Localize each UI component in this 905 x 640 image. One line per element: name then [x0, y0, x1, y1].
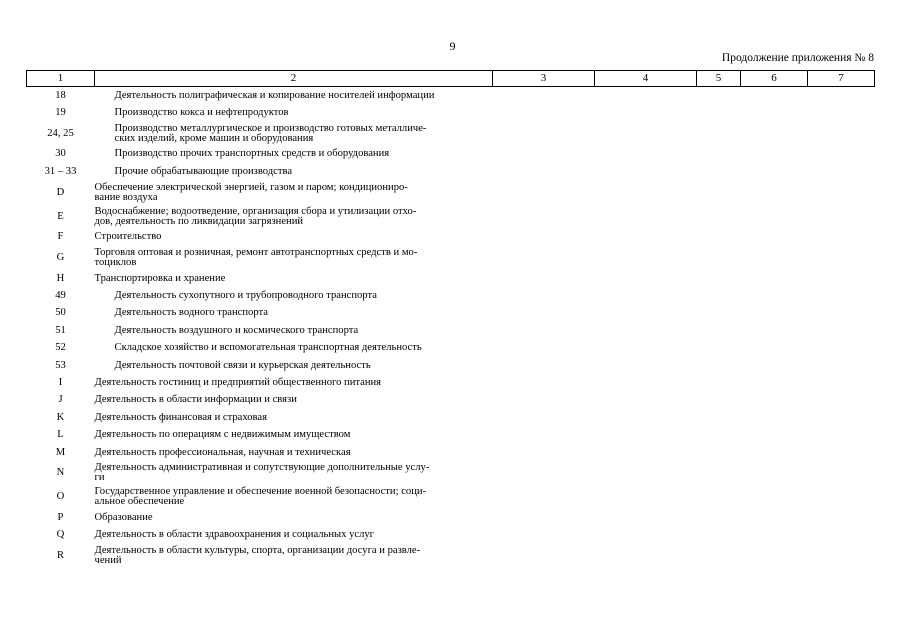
- activity-code: L: [57, 429, 64, 441]
- activity-name: Производство кокса и нефтепродуктов: [114, 107, 289, 119]
- empty-cell-col-4: [595, 287, 697, 304]
- empty-cell-col-4: [595, 122, 697, 146]
- empty-cell-col-5: [697, 270, 741, 287]
- empty-cell-col-3: [493, 87, 595, 105]
- empty-cell-col-3: [493, 163, 595, 180]
- activity-code: 19: [55, 107, 66, 119]
- empty-cell-col-5: [697, 444, 741, 461]
- empty-cell-col-7: [808, 305, 875, 322]
- empty-cell-col-7: [808, 146, 875, 163]
- empty-cell-col-5: [697, 426, 741, 443]
- empty-cell-col-7: [808, 357, 875, 374]
- table-row: [27, 527, 875, 544]
- empty-cell-col-6: [741, 287, 808, 304]
- table-row: [27, 305, 875, 322]
- empty-cell-col-7: [808, 426, 875, 443]
- activity-table: [26, 70, 875, 568]
- empty-cell-col-5: [697, 104, 741, 121]
- empty-cell-col-3: [493, 205, 595, 229]
- activity-name: Обеспечение электрической энергией, газом и паром; кондициониро- вание воздуха: [94, 181, 408, 203]
- empty-cell-col-4: [595, 426, 697, 443]
- activity-code: G: [56, 251, 65, 263]
- empty-cell-col-5: [697, 322, 741, 339]
- empty-cell-col-6: [741, 485, 808, 509]
- empty-cell-col-4: [595, 485, 697, 509]
- empty-cell-col-5: [697, 87, 741, 105]
- appendix-continuation-label: Продолжение приложения № 8: [721, 52, 874, 64]
- table-row: [27, 246, 875, 270]
- empty-cell-col-5: [697, 340, 741, 357]
- table-row: [27, 340, 875, 357]
- column-header-2: 2: [95, 71, 493, 87]
- empty-cell-col-4: [595, 146, 697, 163]
- activity-code: N: [56, 467, 65, 479]
- table-row: [27, 374, 875, 391]
- empty-cell-col-7: [808, 509, 875, 526]
- table-row: [27, 287, 875, 304]
- empty-cell-col-5: [697, 163, 741, 180]
- empty-cell-col-6: [741, 87, 808, 105]
- table-row: [27, 426, 875, 443]
- empty-cell-col-3: [493, 544, 595, 568]
- empty-cell-col-6: [741, 205, 808, 229]
- empty-cell-col-3: [493, 122, 595, 146]
- empty-cell-col-6: [741, 426, 808, 443]
- empty-cell-col-7: [808, 409, 875, 426]
- empty-cell-col-7: [808, 392, 875, 409]
- activity-code: 31 – 33: [44, 165, 77, 177]
- empty-cell-col-5: [697, 544, 741, 568]
- table-row: [27, 87, 875, 105]
- activity-code: F: [57, 231, 64, 243]
- empty-cell-col-3: [493, 322, 595, 339]
- empty-cell-col-5: [697, 461, 741, 485]
- empty-cell-col-3: [493, 409, 595, 426]
- empty-cell-col-7: [808, 205, 875, 229]
- activity-name: Деятельность воздушного и космического транспорта: [114, 324, 359, 336]
- table-row: [27, 229, 875, 246]
- empty-cell-col-7: [808, 163, 875, 180]
- empty-cell-col-4: [595, 444, 697, 461]
- table-row: [27, 122, 875, 146]
- empty-cell-col-5: [697, 409, 741, 426]
- empty-cell-col-7: [808, 374, 875, 391]
- activity-code: 49: [55, 290, 66, 302]
- table-row: [27, 181, 875, 205]
- empty-cell-col-4: [595, 305, 697, 322]
- empty-cell-col-4: [595, 322, 697, 339]
- empty-cell-col-3: [493, 270, 595, 287]
- activity-name: Деятельность финансовая и страховая: [94, 411, 267, 423]
- empty-cell-col-5: [697, 374, 741, 391]
- activity-name: Водоснабжение; водоотведение, организация сбора и утилизации отхо- дов, деятельность по ликвидации загрязнений: [94, 205, 417, 227]
- activity-name: Государственное управление и обеспечение военной безопасности; соци- альное обеспечение: [94, 486, 427, 508]
- empty-cell-col-6: [741, 270, 808, 287]
- empty-cell-col-6: [741, 444, 808, 461]
- empty-cell-col-5: [697, 527, 741, 544]
- empty-cell-col-7: [808, 104, 875, 121]
- activity-code: P: [57, 511, 64, 523]
- empty-cell-col-7: [808, 461, 875, 485]
- activity-name: Строительство: [94, 231, 162, 243]
- activity-code: 51: [55, 324, 66, 336]
- activity-name: Деятельность полиграфическая и копирование носителей информации: [114, 89, 435, 101]
- empty-cell-col-7: [808, 444, 875, 461]
- table-row: [27, 544, 875, 568]
- empty-cell-col-4: [595, 270, 697, 287]
- empty-cell-col-6: [741, 122, 808, 146]
- empty-cell-col-4: [595, 357, 697, 374]
- empty-cell-col-3: [493, 509, 595, 526]
- table-row: [27, 163, 875, 180]
- table-row: [27, 509, 875, 526]
- empty-cell-col-7: [808, 122, 875, 146]
- table-row: [27, 444, 875, 461]
- empty-cell-col-4: [595, 544, 697, 568]
- empty-cell-col-7: [808, 287, 875, 304]
- empty-cell-col-5: [697, 229, 741, 246]
- empty-cell-col-6: [741, 340, 808, 357]
- page-number: 9: [449, 39, 456, 53]
- activity-name: Транспортировка и хранение: [94, 272, 226, 284]
- activity-code: J: [58, 394, 63, 406]
- empty-cell-col-6: [741, 305, 808, 322]
- table-row: [27, 485, 875, 509]
- empty-cell-col-4: [595, 87, 697, 105]
- empty-cell-col-3: [493, 527, 595, 544]
- activity-name: Деятельность по операциям с недвижимым имуществом: [94, 429, 351, 441]
- empty-cell-col-6: [741, 357, 808, 374]
- activity-name: Деятельность почтовой связи и курьерская деятельность: [114, 359, 371, 371]
- activity-name: Деятельность сухопутного и трубопроводного транспорта: [114, 290, 377, 302]
- empty-cell-col-5: [697, 485, 741, 509]
- empty-cell-col-6: [741, 409, 808, 426]
- activity-code: O: [56, 491, 65, 503]
- activity-name: Деятельность административная и сопутствующие дополнительные услу- ги: [94, 462, 430, 484]
- activity-code: 52: [55, 342, 66, 354]
- empty-cell-col-7: [808, 485, 875, 509]
- empty-cell-col-7: [808, 340, 875, 357]
- empty-cell-col-6: [741, 146, 808, 163]
- empty-cell-col-3: [493, 246, 595, 270]
- empty-cell-col-3: [493, 104, 595, 121]
- table-row: [27, 270, 875, 287]
- empty-cell-col-4: [595, 104, 697, 121]
- empty-cell-col-7: [808, 270, 875, 287]
- empty-cell-col-5: [697, 205, 741, 229]
- activity-name: Торговля оптовая и розничная, ремонт автотранспортных средств и мо- тоциклов: [94, 246, 418, 268]
- empty-cell-col-3: [493, 229, 595, 246]
- empty-cell-col-3: [493, 305, 595, 322]
- empty-cell-col-3: [493, 485, 595, 509]
- empty-cell-col-4: [595, 163, 697, 180]
- activity-name: Производство металлургическое и производство готовых металличе- ских изделий, кроме машин и оборудования: [114, 122, 427, 144]
- activity-name: Деятельность в области здравоохранения и социальных услуг: [94, 529, 375, 541]
- empty-cell-col-6: [741, 322, 808, 339]
- empty-cell-col-6: [741, 527, 808, 544]
- table-row: [27, 357, 875, 374]
- empty-cell-col-6: [741, 246, 808, 270]
- empty-cell-col-4: [595, 246, 697, 270]
- activity-name: Деятельность водного транспорта: [114, 307, 268, 319]
- empty-cell-col-6: [741, 229, 808, 246]
- empty-cell-col-4: [595, 205, 697, 229]
- activity-code: 18: [55, 89, 66, 101]
- empty-cell-col-7: [808, 322, 875, 339]
- table-row: [27, 461, 875, 485]
- activity-code: 53: [55, 359, 66, 371]
- table-header: [27, 71, 875, 87]
- empty-cell-col-6: [741, 544, 808, 568]
- empty-cell-col-3: [493, 374, 595, 391]
- activity-name: Прочие обрабатывающие производства: [114, 165, 293, 177]
- table-row: [27, 205, 875, 229]
- table-row: [27, 104, 875, 121]
- column-header-1: 1: [27, 71, 95, 87]
- empty-cell-col-5: [697, 392, 741, 409]
- activity-name: Деятельность в области информации и связи: [94, 394, 297, 406]
- empty-cell-col-4: [595, 461, 697, 485]
- column-header-6: 6: [741, 71, 808, 87]
- table-row: [27, 392, 875, 409]
- table-row: [27, 322, 875, 339]
- activity-code: 30: [55, 148, 66, 160]
- activity-code: Q: [56, 529, 65, 541]
- empty-cell-col-4: [595, 409, 697, 426]
- empty-cell-col-6: [741, 392, 808, 409]
- activity-name: Деятельность гостиниц и предприятий общественного питания: [94, 376, 382, 388]
- activity-code: M: [55, 446, 66, 458]
- empty-cell-col-5: [697, 181, 741, 205]
- table-row: [27, 146, 875, 163]
- activity-name: Производство прочих транспортных средств и оборудования: [114, 148, 390, 160]
- activity-code: H: [56, 272, 65, 284]
- activity-code: K: [56, 411, 65, 423]
- column-header-5: 5: [697, 71, 741, 87]
- empty-cell-col-7: [808, 527, 875, 544]
- empty-cell-col-5: [697, 122, 741, 146]
- header-row: [27, 71, 875, 87]
- column-header-3: 3: [493, 71, 595, 87]
- empty-cell-col-5: [697, 246, 741, 270]
- empty-cell-col-7: [808, 246, 875, 270]
- activity-code: I: [58, 376, 63, 388]
- empty-cell-col-7: [808, 229, 875, 246]
- table-row: [27, 409, 875, 426]
- empty-cell-col-3: [493, 287, 595, 304]
- activity-code: D: [56, 186, 65, 198]
- empty-cell-col-5: [697, 509, 741, 526]
- activity-name: Деятельность в области культуры, спорта, организации досуга и развле- чений: [94, 545, 421, 567]
- activity-code: E: [57, 210, 64, 222]
- empty-cell-col-6: [741, 509, 808, 526]
- empty-cell-col-6: [741, 181, 808, 205]
- empty-cell-col-4: [595, 374, 697, 391]
- empty-cell-col-5: [697, 357, 741, 374]
- empty-cell-col-7: [808, 87, 875, 105]
- column-header-7: 7: [808, 71, 875, 87]
- empty-cell-col-6: [741, 461, 808, 485]
- empty-cell-col-7: [808, 544, 875, 568]
- empty-cell-col-5: [697, 305, 741, 322]
- empty-cell-col-4: [595, 509, 697, 526]
- empty-cell-col-5: [697, 146, 741, 163]
- activity-name: Образование: [94, 511, 153, 523]
- table-body: [27, 87, 875, 569]
- activity-code: R: [56, 550, 65, 562]
- empty-cell-col-4: [595, 392, 697, 409]
- empty-cell-col-4: [595, 340, 697, 357]
- activity-name: Складское хозяйство и вспомогательная транспортная деятельность: [114, 342, 422, 354]
- empty-cell-col-3: [493, 444, 595, 461]
- empty-cell-col-7: [808, 181, 875, 205]
- empty-cell-col-6: [741, 104, 808, 121]
- empty-cell-col-6: [741, 163, 808, 180]
- activity-code: 24, 25: [47, 127, 74, 139]
- empty-cell-col-4: [595, 181, 697, 205]
- empty-cell-col-4: [595, 527, 697, 544]
- activity-name: Деятельность профессиональная, научная и техническая: [94, 446, 351, 458]
- empty-cell-col-5: [697, 287, 741, 304]
- empty-cell-col-3: [493, 146, 595, 163]
- empty-cell-col-3: [493, 340, 595, 357]
- empty-cell-col-3: [493, 392, 595, 409]
- empty-cell-col-3: [493, 181, 595, 205]
- empty-cell-col-3: [493, 426, 595, 443]
- empty-cell-col-3: [493, 357, 595, 374]
- empty-cell-col-3: [493, 461, 595, 485]
- empty-cell-col-4: [595, 229, 697, 246]
- column-header-4: 4: [595, 71, 697, 87]
- activity-code: 50: [55, 307, 66, 319]
- empty-cell-col-6: [741, 374, 808, 391]
